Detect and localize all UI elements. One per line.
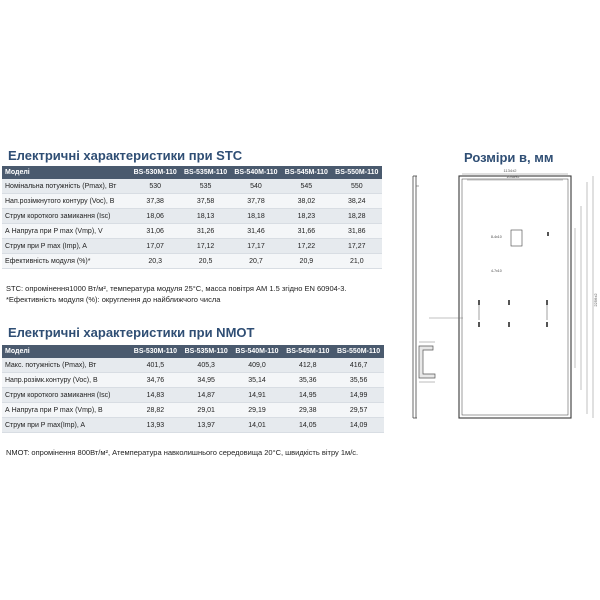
stc-note-2: *Ефективність модуля (%): округлення до найближчого числа [6,295,221,304]
row-value: 37,78 [231,194,281,209]
width-inner-label: 1048±2 [506,174,520,179]
row-value: 18,28 [332,209,382,224]
row-value: 405,3 [181,358,232,373]
row-value: 29,01 [181,403,232,418]
table-header-row [2,345,384,358]
row-value: 18,13 [180,209,230,224]
header-model: BS-540M-110 [232,345,283,358]
row-value: 535 [180,179,230,194]
row-value: 21,0 [332,254,382,269]
table-row [2,373,384,388]
row-value: 17,27 [332,239,382,254]
row-value: 18,06 [130,209,180,224]
row-value: 18,18 [231,209,281,224]
row-value: 409,0 [232,358,283,373]
row-label: Струм короткого замикання (Isc) [2,388,130,403]
row-value: 17,12 [180,239,230,254]
row-value: 14,91 [232,388,283,403]
table-row [2,239,382,254]
row-value: 412,8 [282,358,333,373]
height-dimensions [575,176,593,418]
height-label: 2256±2 [593,293,598,307]
panel-dimension-drawing [405,168,600,430]
row-value: 29,38 [282,403,333,418]
row-value: 35,36 [282,373,333,388]
table-row [2,209,382,224]
stc-table [2,166,382,269]
header-model: BS-545M-110 [281,166,331,179]
nmot-title: Електричні характеристики при NMOT [8,325,255,340]
row-value: 38,02 [281,194,331,209]
frame-cross-section [419,342,435,382]
width-outer-label: 1134±2 [503,168,517,173]
row-value: 17,22 [281,239,331,254]
grounding-holes-label: 4-7x10 [491,269,502,273]
row-value: 540 [231,179,281,194]
row-label: Струм короткого замикання (Isc) [2,209,130,224]
row-value: 20,7 [231,254,281,269]
row-value: 37,58 [180,194,230,209]
row-value: 14,05 [282,418,333,433]
panel-outline [459,176,571,418]
stc-note-1: STC: опромінення1000 Вт/м², температура модуля 25°С, масса повітря AM 1.5 згідно EN 60904-3. [6,284,347,293]
row-value: 34,95 [181,373,232,388]
header-model: BS-535M-110 [181,345,232,358]
row-value: 20,9 [281,254,331,269]
row-value: 13,93 [130,418,181,433]
table-row [2,224,382,239]
header-model: BS-545M-110 [282,345,333,358]
row-label: Нап.розімкнутого контуру (Voc), В [2,194,130,209]
cables [479,305,547,320]
row-value: 31,46 [231,224,281,239]
row-value: 31,66 [281,224,331,239]
row-value: 35,56 [333,373,384,388]
header-model: BS-530M-110 [130,345,181,358]
row-value: 31,06 [130,224,180,239]
row-value: 416,7 [333,358,384,373]
table-row [2,418,384,433]
nmot-table [2,345,384,433]
row-value: 550 [332,179,382,194]
row-value: 35,14 [232,373,283,388]
mounting-holes-label: 8-4x10 [491,235,502,239]
header-models: Моделі [2,166,130,179]
header-model: BS-540M-110 [231,166,281,179]
row-value: 31,26 [180,224,230,239]
row-value: 18,23 [281,209,331,224]
row-value: 20,5 [180,254,230,269]
row-value: 29,57 [333,403,384,418]
row-value: 545 [281,179,331,194]
row-value: 14,99 [333,388,384,403]
row-value: 14,95 [282,388,333,403]
table-header-row [2,166,382,179]
table-row [2,388,384,403]
row-value: 13,97 [181,418,232,433]
row-value: 14,87 [181,388,232,403]
header-model: BS-550M-110 [332,166,382,179]
row-value: 28,82 [130,403,181,418]
table-row [2,179,382,194]
header-models: Моделі [2,345,130,358]
row-value: 530 [130,179,180,194]
row-value: 37,38 [130,194,180,209]
table-row [2,358,384,373]
row-value: 29,19 [232,403,283,418]
row-label: Ефективність модуля (%)* [2,254,130,269]
row-value: 401,5 [130,358,181,373]
row-value: 14,83 [130,388,181,403]
header-model: BS-530M-110 [130,166,180,179]
row-label: Макс. потужність (Pmax), Вт [2,358,130,373]
row-label: Струм при P max(Imp), A [2,418,130,433]
stc-title: Електричні характеристики при STC [8,148,243,163]
row-value: 14,09 [333,418,384,433]
row-value: 31,86 [332,224,382,239]
dimensions-title: Розміри в, мм [464,150,554,165]
row-value: 14,01 [232,418,283,433]
header-model: BS-550M-110 [333,345,384,358]
row-label: А Напруга при P max (Vmp), V [2,224,130,239]
nmot-note: NMOT: опромінення 800Вт/м², Атемпература навколишнього середовища 20°С, швидкість вітру 1м/с. [6,448,359,457]
row-label: Струм при P max (Imp), A [2,239,130,254]
junction-box [511,230,522,246]
header-model: BS-535M-110 [180,166,230,179]
row-value: 34,76 [130,373,181,388]
row-label: Напр.розімк.контуру (Voc), В [2,373,130,388]
row-value: 17,07 [130,239,180,254]
table-row [2,254,382,269]
row-value: 38,24 [332,194,382,209]
row-label: А Напруга при P max (Vmp), В [2,403,130,418]
table-row [2,403,384,418]
row-value: 17,17 [231,239,281,254]
table-row [2,194,382,209]
side-profile [413,176,419,418]
row-label: Номінальна потужність (Pmax), Вт [2,179,130,194]
row-value: 20,3 [130,254,180,269]
